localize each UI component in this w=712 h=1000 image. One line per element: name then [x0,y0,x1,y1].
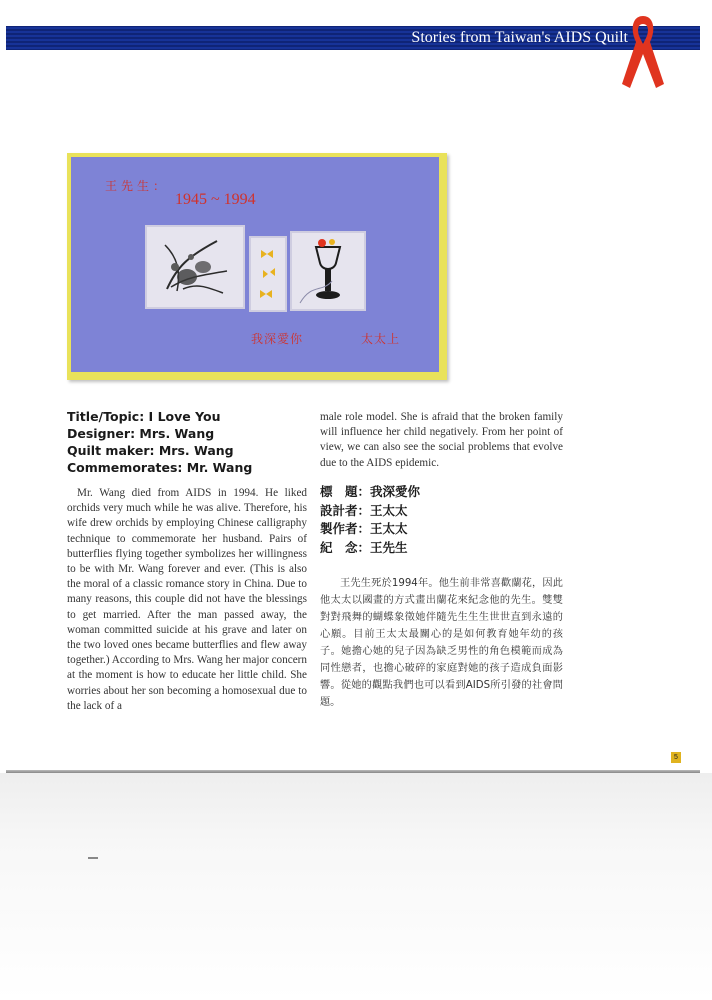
goblet-panel [290,231,366,311]
quilt-wife-text: 太太上 [361,332,401,346]
page-number: 5 [671,752,681,763]
meta-zh-commemorates: 紀 念：王先生 [320,539,408,555]
header-title: Stories from Taiwan's AIDS Quilt [411,29,628,46]
quilt-love-text: 我深愛你 [251,332,304,346]
blank-lower-area [0,773,712,1000]
chinese-body: 王先生死於1994年。他生前非常喜歡蘭花，因此他太太以國畫的方式畫出蘭花來紀念他的先生。雙雙對對飛舞的蝴蝶象徵她伴隨先生生生世世直到永遠的心願。目前王太太最關心的是如何教育她年幼的孩子。她擔心她的兒子因為缺乏男性的角色模範而成為同性戀者，也擔心破碎的家庭對她的孩子造成負面影響。從她的觀點我們也可以看到AIDS所引發的社會問題。 [320,578,563,708]
header-banner [6,26,700,50]
butterfly-panel [249,236,287,312]
meta-quilt-maker: Quilt maker: Mrs. Wang [67,443,234,458]
meta-zh-designer: 設計者：王太太 [320,502,408,518]
orchid-painting-icon [147,227,243,307]
chinese-meta [320,483,420,557]
goblet-icon [292,233,364,309]
quilt-dates-text: 1945 ~ 1994 [175,191,256,208]
english-body-col2: male role model. She is afraid that the broken family will influence her child negatively. From her point of view, we can also see the social problems that evolve due to the AIDS epidemic. [320,411,563,469]
quilt-name-text: 王先生： [105,179,170,193]
meta-zh-title: 標 題：我深愛你 [320,484,421,499]
meta-zh-quilt-maker: 製作者：王太太 [320,521,408,536]
red-ribbon-icon [618,10,668,90]
meta-title: Title/Topic: I Love You [67,409,221,424]
butterflies-icon [251,238,285,310]
scan-mark [88,857,98,859]
english-body-col1: Mr. Wang died from AIDS in 1994. He liked orchids very much while he was alive. Therefore, his wife drew orchids by employing Chinese calligraphy technique to commemorate her husband. Pairs of butterflies flying together symbolizes her willingness to be with Mr. Wang forever and ever. (This is also the moral of a classic romance story in China. Due to many reasons, this couple did not have the blessings to get married. After the man passed away, the woman committed suicide at his grave and later on the two loved ones became butterflies and flew away together.) According to Mrs. Wang her major concern at the moment is how to educate her little child. She worries about her son becoming a homosexual due to the lack of a [67,487,307,712]
orchid-panel [145,225,245,309]
quilt-fabric [71,157,439,372]
quilt-photo [67,153,447,380]
meta-designer: Designer: Mrs. Wang [67,426,215,441]
english-meta [67,408,297,476]
meta-commemorates: Commemorates: Mr. Wang [67,460,253,475]
